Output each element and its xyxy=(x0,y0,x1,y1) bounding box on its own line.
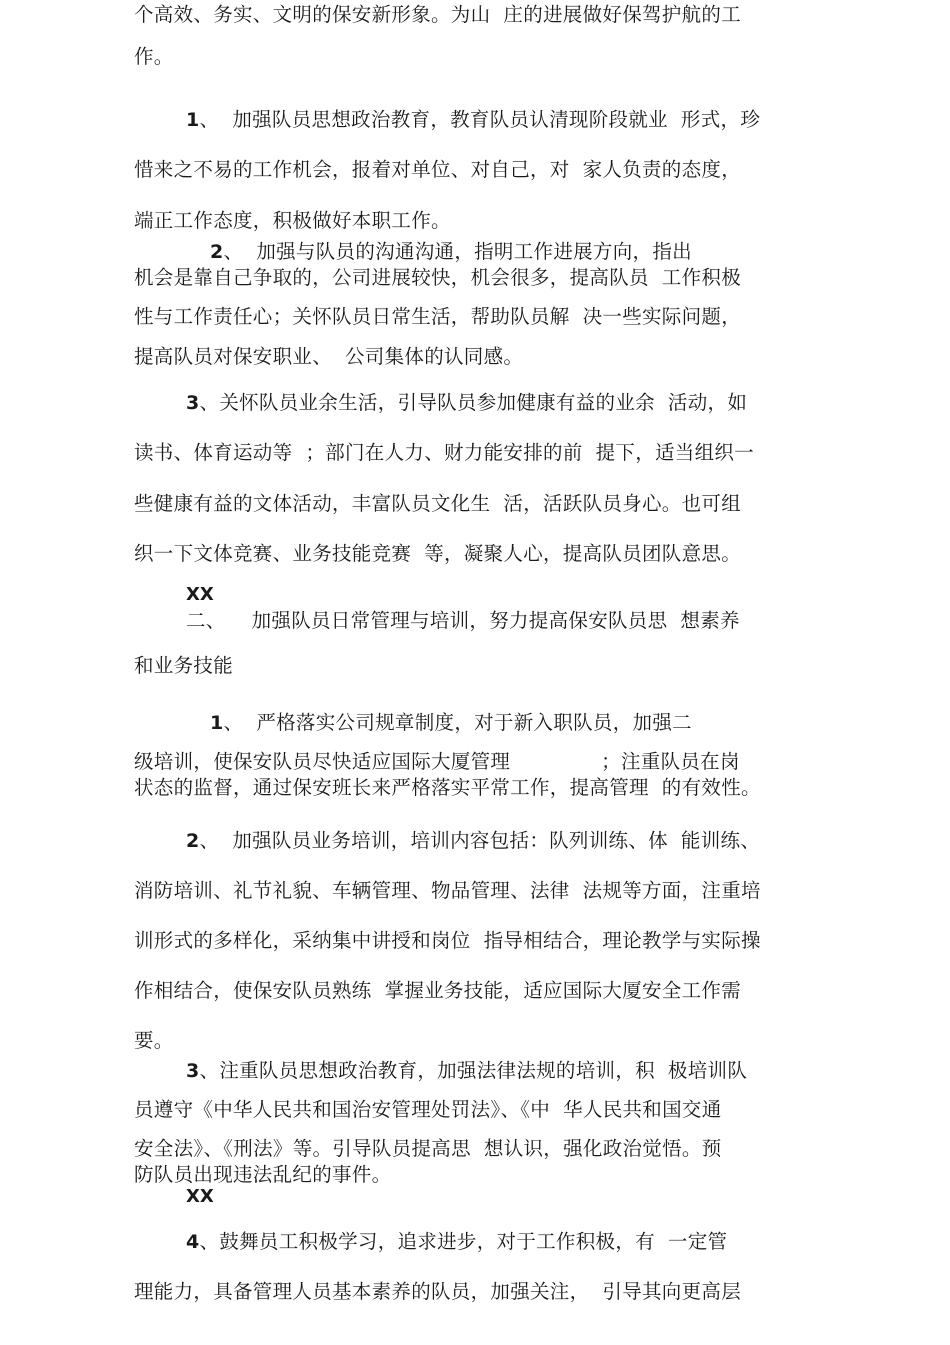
text-line: 作相结合，使保安队员熟练 掌握业务技能，适应国际大厦安全工作需 xyxy=(134,979,741,1002)
text-line: 要。 xyxy=(134,1029,174,1052)
text-line: 织一下文体竞赛、业务技能竞赛 等，凝聚人心，提高队员团队意思。 xyxy=(134,542,741,565)
text-line: 级培训，使保安队员尽快适应国际大厦管理 ；注重队员在岗 xyxy=(134,750,740,773)
list-item-4: 4、鼓舞员工积极学习，追求进步，对于工作积极，有 一定管 xyxy=(186,1230,728,1253)
item-number: 1 xyxy=(210,712,224,734)
text-line: 训形式的多样化，采纳集中讲授和岗位 指导相结合，理论教学与实际操 xyxy=(134,929,761,952)
text-line: 防队员出现违法乱纪的事件。 xyxy=(134,1163,392,1186)
list-item-1: 1、 加强队员思想政治教育，教育队员认清现阶段就业 形式，珍 xyxy=(186,108,761,131)
text-line: 状态的监督，通过保安班长来严格落实平常工作，提高管理 的有效性。 xyxy=(134,776,761,799)
text-line: 理能力，具备管理人员基本素养的队员，加强关注， 引导其向更高层 xyxy=(134,1280,741,1303)
item-number: 2 xyxy=(210,241,224,263)
text-line: 和业务技能 xyxy=(134,654,234,677)
item-number: 3 xyxy=(186,392,200,414)
text-line: 消防培训、礼节礼貌、车辆管理、物品管理、法律 法规等方面，注重培 xyxy=(134,879,761,902)
section-heading: 二、 加强队员日常管理与培训，努力提高保安队员思 想素养 xyxy=(186,609,740,632)
xx-marker: XX xyxy=(186,1186,214,1207)
item-number: 2 xyxy=(186,830,200,852)
text-line: 读书、体育运动等 ；部门在人力、财力能安排的前 提下，适当组织一 xyxy=(134,441,754,464)
text-line: 机会是靠自己争取的，公司进展较快，机会很多，提高队员 工作积极 xyxy=(134,266,741,289)
text-line: 个高效、务实、文明的保安新形象。为山 庄的进展做好保驾护航的工 xyxy=(134,3,741,26)
list-item-3: 3、关怀队员业余生活，引导队员参加健康有益的业余 活动，如 xyxy=(186,391,748,414)
list-item-2: 2、 加强队员业务培训，培训内容包括：队列训练、体 能训练、 xyxy=(186,829,761,852)
text-line: 提高队员对保安职业、 公司集体的认同感。 xyxy=(134,345,524,368)
list-item-2: 2、 加强与队员的沟通沟通，指明工作进展方向，指出 xyxy=(210,240,692,263)
text-line: 作。 xyxy=(134,45,174,68)
item-number: 3 xyxy=(186,1060,200,1082)
text-line: 员遵守《中华人民共和国治安管理处罚法》、《中 华人民共和国交通 xyxy=(134,1098,722,1121)
list-item-1: 1、 严格落实公司规章制度，对于新入职队员，加强二 xyxy=(210,711,692,734)
text-line: 安全法》、《刑法》等。引导队员提高思 想认识，强化政治觉悟。预 xyxy=(134,1137,722,1160)
item-number: 1 xyxy=(186,109,200,131)
xx-marker: XX xyxy=(186,584,214,605)
text-line: 些健康有益的文体活动，丰富队员文化生 活，活跃队员身心。也可组 xyxy=(134,492,741,515)
text-line: 惜来之不易的工作机会，报着对单位、对自己，对 家人负责的态度， xyxy=(134,158,741,181)
item-number: 4 xyxy=(186,1231,200,1253)
list-item-3: 3、注重队员思想政治教育，加强法律法规的培训，积 极培训队 xyxy=(186,1059,748,1082)
text-line: 性与工作责任心；关怀队员日常生活，帮助队员解 决一些实际问题， xyxy=(134,305,741,328)
text-line: 端正工作态度，积极做好本职工作。 xyxy=(134,209,451,232)
